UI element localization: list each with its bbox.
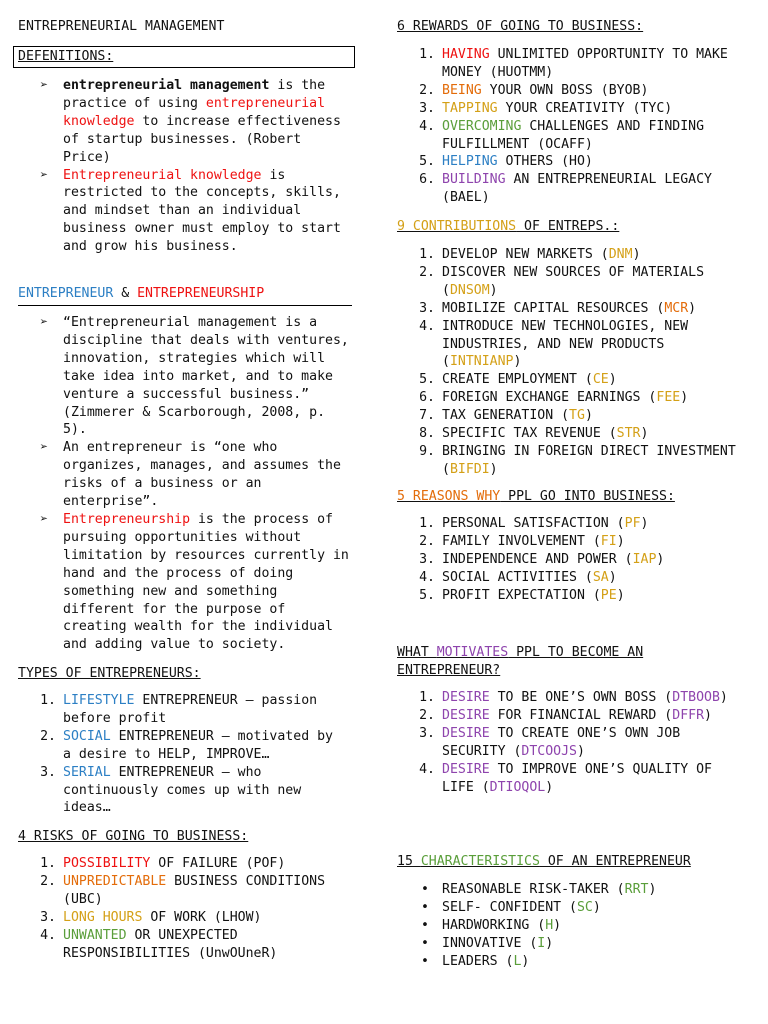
list-item: 3. DESIRE TO CREATE ONE’S OWN JOB SECURITY (DTCOOJS) <box>419 725 681 759</box>
list-item: 1. PERSONAL SATISFACTION (PF) <box>419 516 649 531</box>
document-title: ENTREPRENEURIAL MANAGEMENT <box>18 19 225 34</box>
characteristics-heading: 15 CHARACTERISTICS OF AN ENTREPRENEUR <box>397 854 691 869</box>
motivates-list <box>397 689 747 796</box>
list-item: 2. FAMILY INVOLVEMENT (FI) <box>419 533 625 549</box>
reasons-heading: 5 REASONS WHY PPL GO INTO BUSINESS: <box>397 489 675 504</box>
list-item: 2. SOCIAL ENTREPRENEUR – motivated by a desire to HELP, IMPROVE… <box>40 728 333 762</box>
contributions-heading: 9 CONTRIBUTIONS OF ENTREPS.: <box>397 219 620 234</box>
list-item: 4. INTRODUCE NEW TECHNOLOGIES, NEW INDUSTRIES, AND NEW PRODUCTS (INTNIANP) <box>419 318 689 370</box>
list-item: 1. POSSIBILITY OF FAILURE (POF) <box>40 856 286 871</box>
list-item: • SELF- CONFIDENT (SC) <box>421 899 601 915</box>
risks-list <box>18 855 348 962</box>
list-item: 3. LONG HOURS OF WORK (LHOW) <box>40 909 262 925</box>
types-heading: TYPES OF ENTREPRENEURS: <box>18 666 201 681</box>
list-item: 4. DESIRE TO IMPROVE ONE’S QUALITY OF LIFE (DTIOQOL) <box>419 761 712 795</box>
list-item: ➢ An entrepreneur is “one who organizes, manages, and assumes the risks of a business or an enterprise”. <box>40 440 341 510</box>
definitions-list <box>18 77 348 256</box>
rewards-heading: 6 REWARDS OF GOING TO BUSINESS: <box>397 19 644 34</box>
list-item: 1. DEVELOP NEW MARKETS (DNM) <box>419 247 641 262</box>
rewards-list <box>397 46 747 207</box>
list-item: 5. CREATE EMPLOYMENT (CE) <box>419 372 617 388</box>
arrow-bullet-icon: ➢ <box>40 440 48 456</box>
list-item: ➢ Entrepreneurship is the process of pursuing opportunities without limitation by resources currently in hand and the process of doing something new and something different for the purpose of creating wealth for the individual and adding value to society. <box>40 511 349 653</box>
dot-bullet-icon: • <box>421 917 429 933</box>
list-item: 3. SERIAL ENTREPRENEUR – who continuously comes up with new ideas… <box>40 764 302 816</box>
list-item: 4. SOCIAL ACTIVITIES (SA) <box>419 569 617 585</box>
list-item: 4. UNWANTED OR UNEXPECTED RESPONSIBILITIES (UnwOUneR) <box>40 927 278 961</box>
list-item: 1. HAVING UNLIMITED OPPORTUNITY TO MAKE MONEY (HUOTMM) <box>419 47 728 80</box>
list-item: 8. SPECIFIC TAX REVENUE (STR) <box>419 426 649 442</box>
risks-heading: 4 RISKS OF GOING TO BUSINESS: <box>18 829 249 844</box>
definitions-heading: DEFENITIONS: <box>13 46 355 68</box>
list-item: 2. BEING YOUR OWN BOSS (BYOB) <box>419 82 649 98</box>
arrow-bullet-icon: ➢ <box>40 315 48 330</box>
dot-bullet-icon: • <box>421 882 429 897</box>
dot-bullet-icon: • <box>421 899 429 915</box>
list-item: ➢ “Entrepreneurial management is a discipline that deals with ventures, innovation, strategies which will take idea into market, and to make venture a successful business.” (Zimmerer & Scarborough, 2008, p. 5). <box>40 315 349 438</box>
entrepreneur-heading: ENTREPRENEUR & ENTREPRENEURSHIP <box>18 285 352 306</box>
dot-bullet-icon: • <box>421 935 429 951</box>
list-item: 9. BRINGING IN FOREIGN DIRECT INVESTMENT (BIFDI) <box>419 443 736 477</box>
list-item: 3. MOBILIZE CAPITAL RESOURCES (MCR) <box>419 300 697 316</box>
list-item: 7. TAX GENERATION (TG) <box>419 408 593 424</box>
list-item: 5. PROFIT EXPECTATION (PE) <box>419 587 625 603</box>
list-item: • LEADERS (L) <box>421 953 530 969</box>
motivates-heading: WHAT MOTIVATES PPL TO BECOME AN ENTREPRENEUR? <box>397 645 644 678</box>
arrow-bullet-icon: ➢ <box>40 511 48 527</box>
list-item: 6. BUILDING AN ENTREPRENEURIAL LEGACY (BAEL) <box>419 172 712 206</box>
list-item: 3. TAPPING YOUR CREATIVITY (TYC) <box>419 100 673 116</box>
entrepreneurship-list <box>18 314 350 654</box>
list-item: 4. OVERCOMING CHALLENGES AND FINDING FULFILLMENT (OCAFF) <box>419 118 705 152</box>
contributions-list <box>397 246 747 479</box>
list-item: 5. HELPING OTHERS (HO) <box>419 154 593 170</box>
list-item: 2. UNPREDICTABLE BUSINESS CONDITIONS (UBC) <box>40 873 326 907</box>
list-item: 2. DISCOVER NEW SOURCES OF MATERIALS (DNSOM) <box>419 264 705 298</box>
list-item: ➢ entrepreneurial management is the practice of using entrepreneurial knowledge to increase effectiveness of startup businesses. (Robert Price) <box>40 78 341 165</box>
reasons-list <box>397 515 747 605</box>
arrow-bullet-icon: ➢ <box>40 78 48 93</box>
list-item: 2. DESIRE FOR FINANCIAL REWARD (DFFR) <box>419 707 712 723</box>
dot-bullet-icon: • <box>421 953 429 969</box>
list-item: 3. INDEPENDENCE AND POWER (IAP) <box>419 551 665 567</box>
types-list <box>18 692 348 817</box>
list-item: 1. LIFESTYLE ENTREPRENEUR – passion before profit <box>40 693 318 726</box>
list-item: • HARDWORKING (H) <box>421 917 562 933</box>
list-item: 6. FOREIGN EXCHANGE EARNINGS (FEE) <box>419 390 689 406</box>
list-item: • INNOVATIVE (I) <box>421 935 554 951</box>
characteristics-list <box>397 881 747 971</box>
arrow-bullet-icon: ➢ <box>40 167 48 183</box>
list-item: 1. DESIRE TO BE ONE’S OWN BOSS (DTBOOB) <box>419 690 728 705</box>
list-item: ➢ Entrepreneurial knowledge is restricted to the concepts, skills, and mindset than an individual business owner must employ to start and grow his business. <box>40 167 341 255</box>
list-item: • REASONABLE RISK-TAKER (RRT) <box>421 882 657 897</box>
